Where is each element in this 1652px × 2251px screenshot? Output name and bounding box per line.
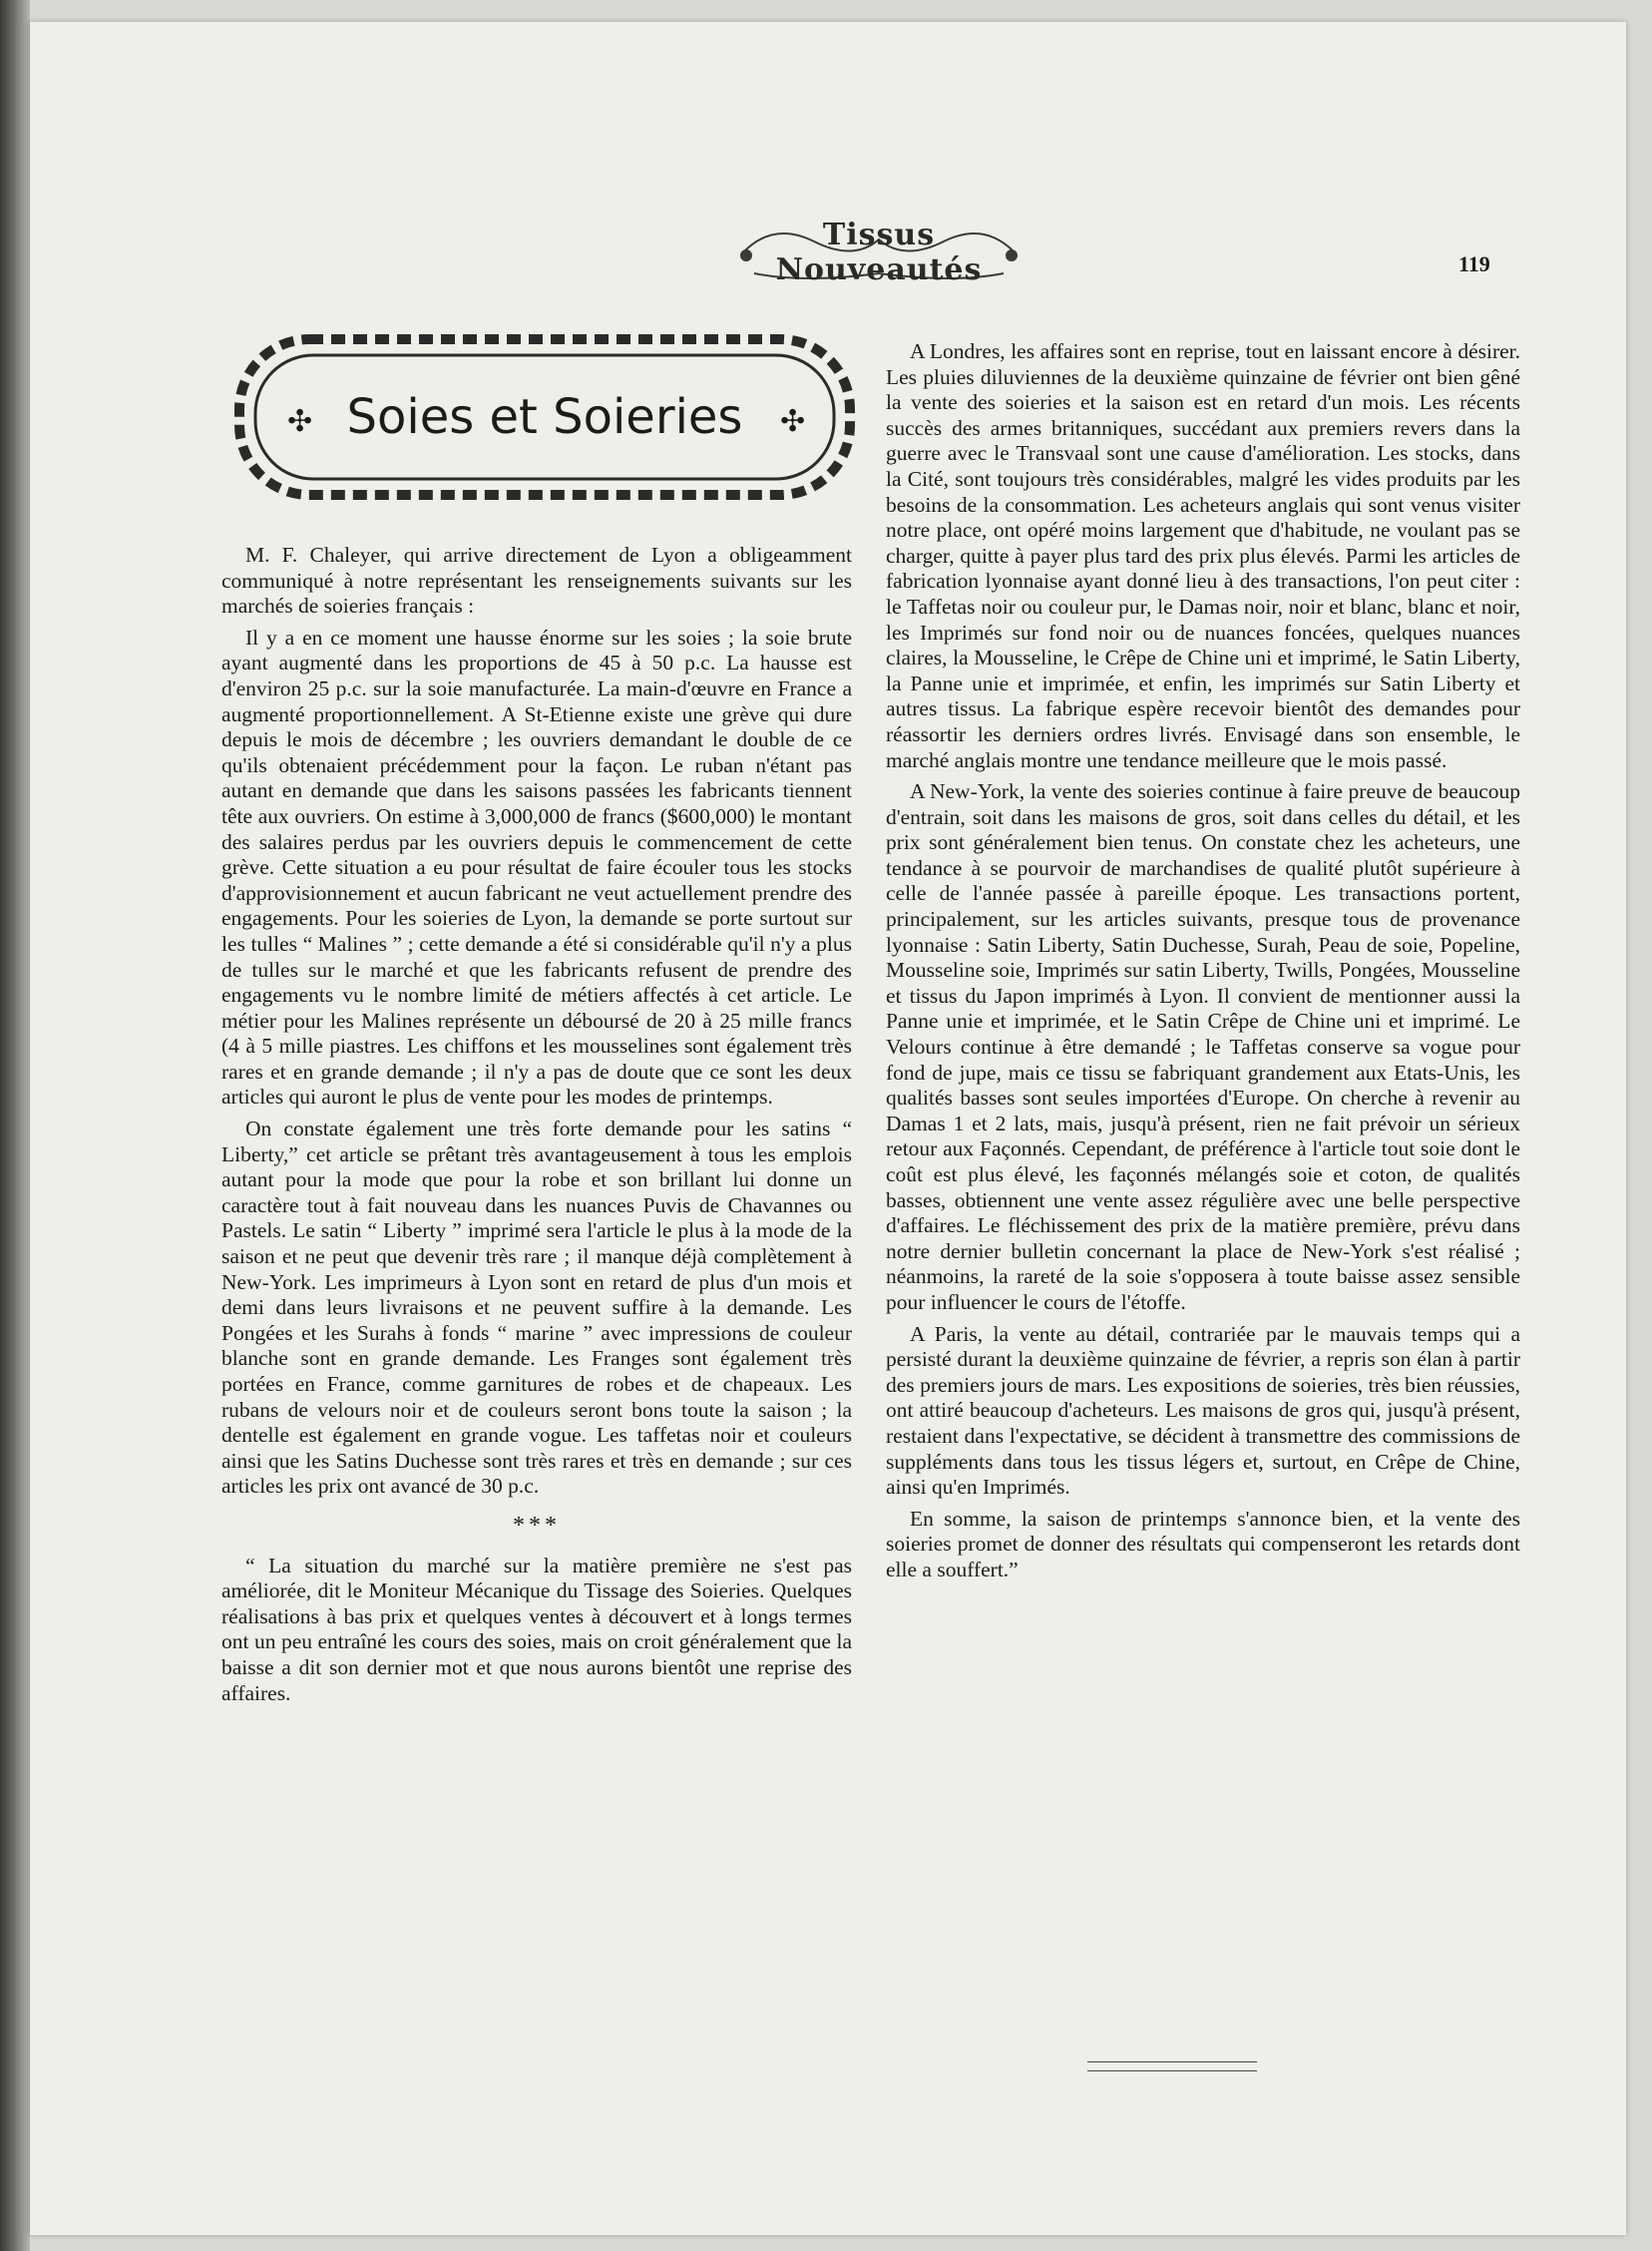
paragraph: A New-York, la vente des soieries continue à faire preuve de beaucoup d'entrain, soit dans les maisons de gros, soit dans celles du détail, et les prix sont généralement bien tenus. On constate chez les acheteurs, une tendance à se pourvoir de marchandises de qualité plutôt supérieure à celle de l'année passée à pareille époque. Les transactions portent, principalement, sur les articles suivants, presque tous de provenance lyonnaise : Satin Liberty, Satin Duchesse, Surah, Peau de soie, Popeline, Mousseline soie, Imprimés sur satin Liberty, Twills, Pongées, Mousseline et tissus du Japon imprimés à Lyon. Il convient de mentionner aussi la Panne unie et imprimée, et le Satin Crêpe de Chine uni et imprimé. Le Velours continue à être demandé ; le Taffetas conserve sa vogue pour fond de jupe, mais ce tissu se fabriquant grandement aux Etats-Unis, les qualités basses sont seules importées d'Europe. On cherche à revenir au Damas 1 et 2 lats, mais, jusqu'à présent, rien ne fait prévoir un sérieux retour aux Façonnés. Cependant, de préférence à l'article tout soie dont le coût est plus élevé, les façonnés mélangés soie et coton, de qualités basses, obtiennent une vente assez régulière avec une belle perspective d'affaires. Le fléchissement des prix de la matière première, prévu dans notre dernier bulletin concernant la place de New-York s'est réalisé ; néanmoins, la rareté de la soie s'opposera à toute baisse assez sensible pour influencer le cours de l'étoffe. [886, 779, 1520, 1314]
svg-text:✣: ✣ [780, 404, 806, 439]
page-number: 119 [1458, 251, 1490, 276]
paragraph: A Londres, les affaires sont en reprise, tout en laissant encore à désirer. Les pluies diluviennes de la deuxième quinzaine de février ont bien gêné la vente des soieries et la saison est en retard d'un mois. Les récents succès des armes britanniques, succédant aux premiers revers dans la guerre avec le Transvaal sont une cause d'amélioration. Les stocks, dans la Cité, sont toujours très considérables, malgré les vides produits par les besoins de la consommation. Les acheteurs anglais qui sont venus visiter notre place, ont opéré moins largement que d'habitude, ne voulant pas se charger, quitte à payer plus tard des prix plus élevés. Parmi les articles de fabrication lyonnaise ayant donné lieu à des transactions, l'on peut citer : le Taffetas noir ou couleur pur, le Damas noir, noir et blanc, blanc et noir, les Imprimés sur fond noir ou de nuances foncées, quelques nuances claires, la Mousseline, le Crêpe de Chine uni et imprimé, le Satin Liberty, la Panne unie et imprimée, et enfin, les imprimés sur Satin Liberty et autres tissus. La fabrique espère recevoir bientôt des demandes pour réassortir les derniers ordres livrés. Envisagé dans son ensemble, le marché anglais montre une tendance meilleure que le mois passé. [886, 339, 1520, 772]
paragraph: On constate également une très forte demande pour les satins “ Liberty,” cet article se prêtant très avantageusement à tous les emplois autant pour la mode que pour la robe et son brillant lui donne un caractère tout à fait nouveau dans les nuances Puvis de Chavannes ou Pastels. Le satin “ Liberty ” imprimé sera l'article le plus à la mode de la saison et ne peut que devenir très rare ; il manque déjà complètement à New-York. Les imprimeurs à Lyon sont en retard de plus d'un mois et demi dans leurs livraisons et ne peuvent suffire à la demande. Les Pongées et les Surahs à fonds “ marine ” avec impressions de couleur blanche sont en grande demande. Les Franges sont également très portées en France, comme garnitures de robes et de chapeaux. Les rubans de velours noir et de couleurs seront bons toute la saison ; la dentelle est également en grande vogue. Les taffetas noir et couleurs ainsi que les Satins Duchesse sont très rares et très en demande ; sur ces articles les prix ont avancé de 30 p.c. [221, 1117, 852, 1499]
paragraph: “ La situation du marché sur la matière première ne s'est pas améliorée, dit le Moniteur Mécanique du Tissage des Soieries. Quelques réalisations à bas prix et quelques ventes à découvert et à longs termes ont un peu entraîné les cours des soies, mais on croit généralement que la baisse a dit son dernier mot et que nous aurons bientôt une reprise des affaires. [221, 1553, 852, 1705]
paragraph: Il y a en ce moment une hausse énorme sur les soies ; la soie brute ayant augmenté dans les proportions de 45 à 50 p.c. La hausse est d'environ 25 p.c. sur la soie manufacturée. La main-d'œuvre en France a augmenté proportionnellement. A St-Etienne existe une grève qui dure depuis le mois de décembre ; les ouvriers demandant le double de ce qu'ils obtenaient précédemment pour la façon. Le ruban n'étant pas autant en demande que dans les saisons passées les fabricants tiennent tête aux ouvriers. On estime à 3,000,000 de francs ($600,000) le montant des salaires perdus par les ouvriers depuis le commencement de cette grève. Cette situation a eu pour résultat de faire écouler tous les stocks d'approvisionnement et aucun fabricant ne veut actuellement prendre des engagements. Pour les soieries de Lyon, la demande se porte surtout sur les tulles “ Malines ” ; cette demande a été si considérable qu'il n'y a plus de tulles sur le marché et que les fabricants refusent de prendre des engagements vu le nombre limité de métiers affectés à cet article. Le métier pour les Malines représente un déboursé de 20 à 25 mille francs (4 à 5 mille piastres. Les chiffons et les mousselines sont également très rares et en grande demande ; il n'y a pas de doute que ce sont les deux articles qui auront le plus de vente pour les modes de printemps. [221, 625, 852, 1110]
paragraph: A Paris, la vente au détail, contrariée par le mauvais temps qui a persisté durant la deuxième quinzaine de février, a repris son élan à partir des premiers jours de mars. Les expositions de soieries, très bien réussies, ont attiré beaucoup d'acheteurs. Les maisons de gros qui, jusqu'à présent, restaient dans l'expectative, se décident à transmettre des commissions de suppléments dans tous les tissus légers et, surtout, en Crêpe de Chine, ainsi qu'en Imprimés. [886, 1321, 1520, 1500]
section-divider-asterism: *** [513, 1512, 561, 1539]
article-title: Soies et Soieries [346, 389, 743, 445]
book-spine [0, 0, 30, 2251]
masthead-logo [734, 212, 1024, 291]
magazine-page [30, 22, 1626, 2235]
paragraph: En somme, la saison de printemps s'annonce bien, et la vente des soieries promet de donner des résultats qui compenseront les retards dont elle a souffert.” [886, 1506, 1520, 1581]
left-column [221, 543, 852, 1712]
masthead-title: Tissus Nouveautés [775, 218, 983, 287]
svg-text:✣: ✣ [287, 404, 313, 439]
paragraph: M. F. Chaleyer, qui arrive directement de Lyon a obligeamment communiqué à notre représentant les renseignements suivants sur les marchés de soieries français : [221, 543, 852, 619]
title-cartouche [225, 327, 864, 507]
end-rule [1087, 2061, 1257, 2071]
right-column [886, 339, 1520, 1589]
